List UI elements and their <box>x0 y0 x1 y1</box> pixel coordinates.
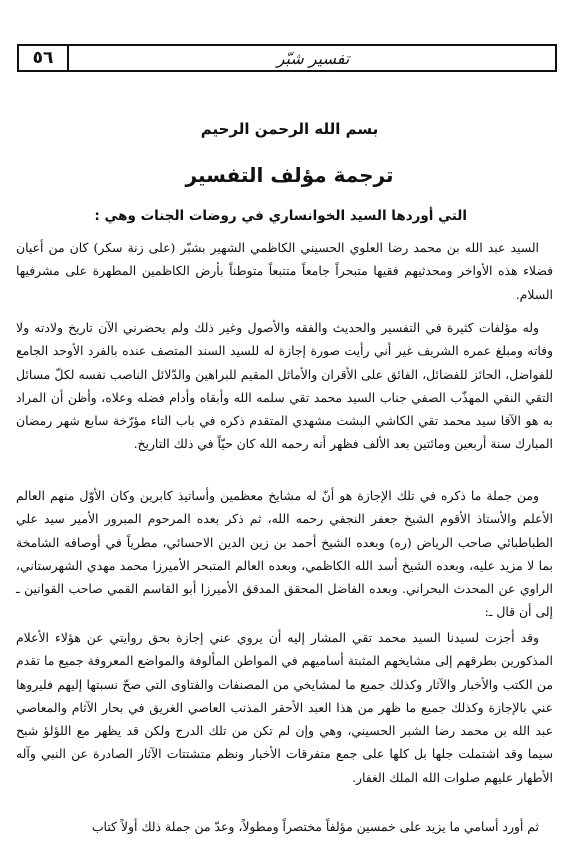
paragraph-1 <box>16 236 553 306</box>
paragraph-text: وله مؤلفات كثيرة في التفسير والحديث والفقه والأصول وغير ذلك ولم يحضرني الآن تاريخ ولادته ولا وفاته ومبلغ عمره الشريف غير أني رأيت صورة إجازة له للسيد السند المتصف عنده بالفرد الأوحد الجامع للفواضل، الحائز للفضائل، الفائق على الأقران والأماثل المقيم للبراهين والدّلائل الناصب نفسه لكلّ مسائل التقي النقي المهذّب الصفي جناب السيد محمد تقي سلمه الله وأبقاه وأدام فضله وعلاه، وأظن أن المراد به هو الآقا سيد محمد تقي الكاشي البشت مشهدي المتقدم ذكره في باب التاء مؤرّخة سابع شهر رمضان المبارك سنة أربعين ومائتين بعد الألف فظهر أنه رحمه الله كان حيّاً في ذلك التاريخ. <box>16 320 553 452</box>
paragraph-5 <box>16 815 553 838</box>
paragraph-text: ثم أورد أسامي ما يزيد على خمسين مؤلفاً مختصراً ومطولاً، وعدّ من جملة ذلك أولاً كتاب <box>91 819 539 834</box>
chapter-title: ترجمة مؤلف التفسير <box>185 163 394 187</box>
running-title: تفسير شبّر <box>276 48 350 68</box>
paragraph-text: وقد أجزت لسيدنا السيد محمد تقي المشار إليه أن يروي عني إجازة بحق روايتي عن هؤلاء الأعلام المذكورين بطرقهم إلى مشايخهم المثبتة أساميهم في المواطن المألوفة والمواضع المعروفة جميع ما تقدم من الكتب والأخبار والآثار وكذلك جميع ما لمشايخي من المصنفات والفتاوى التي صحّ نسبتها إليهم فليروها عني بالإجازة وكذلك جميع ما ظهر من هذا العبد الأحقر المذنب العاصي الغريق في بحار الآثام والمعاصي عبد الله بن محمد رضا الشبر الحسيني، وهي وإن لم تكن من تلك الدرج ولكن قد يظهر مع اللؤلؤ شبح سيما وقد اشتملت جلها بل كلها على جمع متفرقات الأخبار ونظم متشتتات الآثار الصادرة عن النبي وآله الأطهار عليهم صلوات الله الملك الغفار. <box>16 630 553 785</box>
basmala: بسم الله الرحمن الرحيم <box>200 120 379 138</box>
page-number: ٥٦ <box>32 48 54 68</box>
intro-heading: التي أوردها السيد الخوانساري في روضات الجنات وهي : <box>94 208 467 224</box>
paragraph-text: ومن جملة ما ذكره في تلك الإجازة هو أنّ له مشايخ معظمين وأساتيذ كابرين وكان الأوّل منهم العالم الأعلم والأستاذ الأقوم الشيخ جعفر النجفي رحمه الله، ثم ذكر بعده المرحوم المبرور الأمير سيد علي الطباطبائي صاحب الرياض (ره) وبعده الشيخ أحمد بن زين الدين الاحسائي، مطرياً في أوصافه الشامخة بما لا مزيد عليه، وبعده الشيخ أسد الله الكاظمي، وبعده العالم المتبحر الأميرزا محمد مهدي الشهرستاني، الراوي عن المحدث البحراني. وبعده الفاضل المحقق المدقق الأميرزا أبو القاسم القمي صاحب القوانين ـ إلى أن قال ـ: <box>16 488 553 620</box>
paragraph-2 <box>16 316 553 456</box>
paragraph-text: السيد عبد الله بن محمد رضا العلوي الحسيني الكاظمي الشهير بشبّر (على زنة سكر) كان من أعيان فضلاء هذه الأواخر ومحدثيهم فقيها متبحراً جامعاً متتبعاً متوطناً بأرض الكاظمين المطهرة على مشرفيها السلام. <box>16 240 553 302</box>
header-divider <box>67 46 69 70</box>
running-header <box>17 44 557 72</box>
paragraph-3 <box>16 484 553 624</box>
paragraph-4 <box>16 626 553 789</box>
